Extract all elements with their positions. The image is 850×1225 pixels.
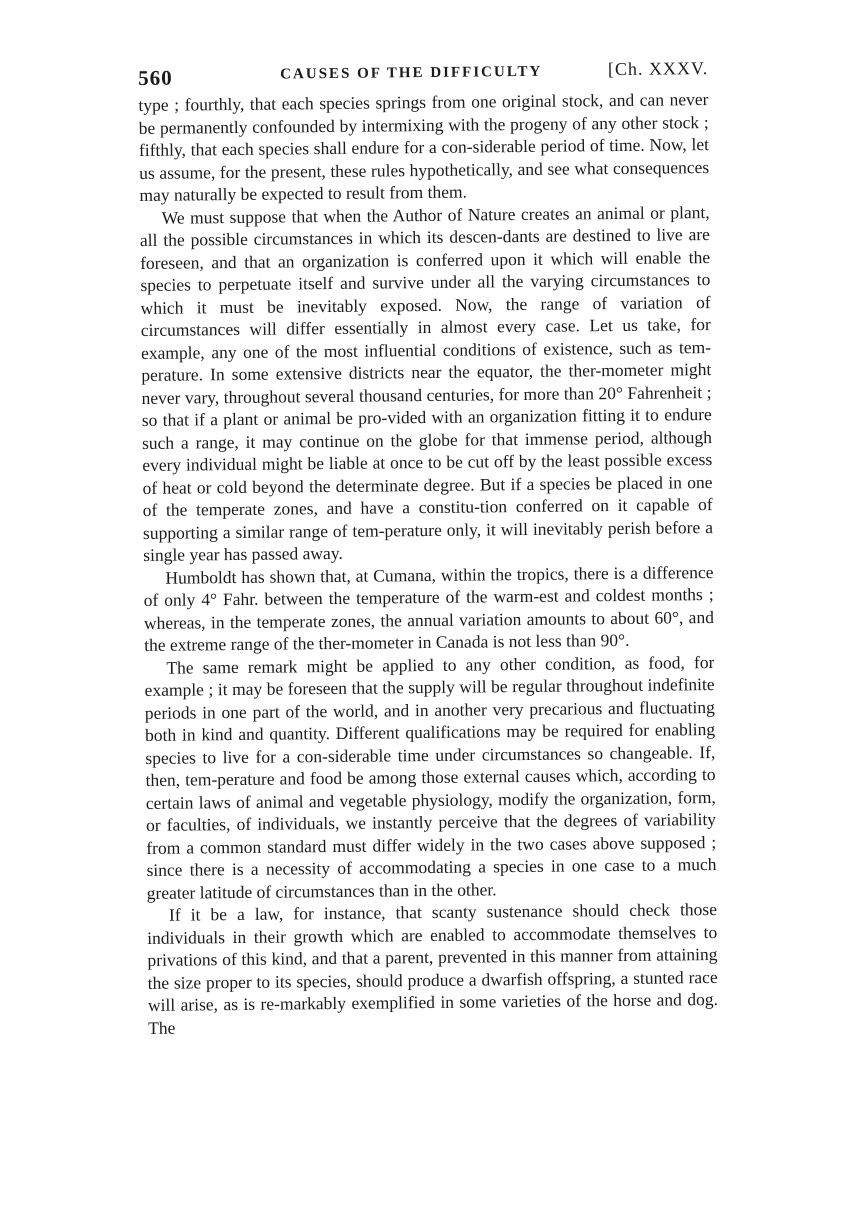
body-text [138, 88, 718, 1039]
paragraph-continuation: type ; fourthly, that each species springs from one original stock, and can never be permanently confounded by intermixing with the progeny of any other stock ; fifthly, that each species shall endure for a con-siderable period of time. Now, let us assume, for the present, these rules hypothetically, and see what consequences may naturally be expected to result from them. [138, 89, 710, 205]
paragraph-humboldt: Humboldt has shown that, at Cumana, within the tropics, there is a difference of only 4° Fahr. between the temperature of the warm-est and coldest months ; whereas, in the temperate zones, the annual variation amounts to about 60°, and the extreme range of the ther-mometer in Canada is not less than 90°. [143, 561, 714, 655]
paragraph-scanty-sustenance: If it be a law, for instance, that scanty sustenance should check those individuals in their growth which are enabled to accommodate themselves to privations of this kind, and that a parent, prevented in this manner from attaining the size proper to its species, should produce a dwarfish offspring, a stunted race will arise, as is re-markably exemplified in some varieties of the horse and dog. The [147, 898, 718, 1038]
page-header [138, 52, 708, 94]
paragraph-food: The same remark might be applied to any other condition, as food, for example ; it may be foreseen that the supply will be regular throughout indefinite periods in one part of the world, and in another very precarious and fluctuating both in kind and quantity. Different qualifications may be required for enabling species to live for a con-siderable time under circumstances so changeable. If, then, tem-perature and food be among those external causes which, according to certain laws of animal and vegetable physiology, modify the organization, form, or faculties, of individuals, we instantly perceive that the degrees of variability from a common standard must differ widely in the two cases above supposed ; since there is a necessity of accommodating a species in one case to a much greater latitude of circumstances than in the other. [144, 651, 717, 903]
paragraph-author-of-nature: We must suppose that when the Author of Nature creates an animal or plant, all the possible circumstances in which its descen-dants are destined to live are foreseen, and that an organization is conferred upon it which will enable the species to perpetuate itself and survive under all the varying circumstances to which it must be inevitably exposed. Now, the range of variation of circumstances will differ essentially in almost every case. Let us take, for example, any one of the most influential conditions of existence, such as tem-perature. In some extensive districts near the equator, the ther-mometer might never vary, throughout several thousand centuries, for more than 20° Fahrenheit ; so that if a plant or animal be pro-vided with an organization fitting it to endure such a range, it may continue on the globe for that immense period, although every individual might be liable at once to be cut off by the least possible excess of heat or cold beyond the determinate degree. But if a species be placed in one of the temperate zones, and have a constitu-tion conferred on it capable of supporting a similar range of tem-perature only, it will inevitably perish before a single year has passed away. [139, 201, 714, 565]
book-page [138, 52, 720, 1168]
chapter-reference: [Ch. XXXV. [607, 58, 709, 80]
page-number: 560 [138, 65, 173, 90]
running-title: CAUSES OF THE DIFFICULTY [280, 63, 543, 83]
